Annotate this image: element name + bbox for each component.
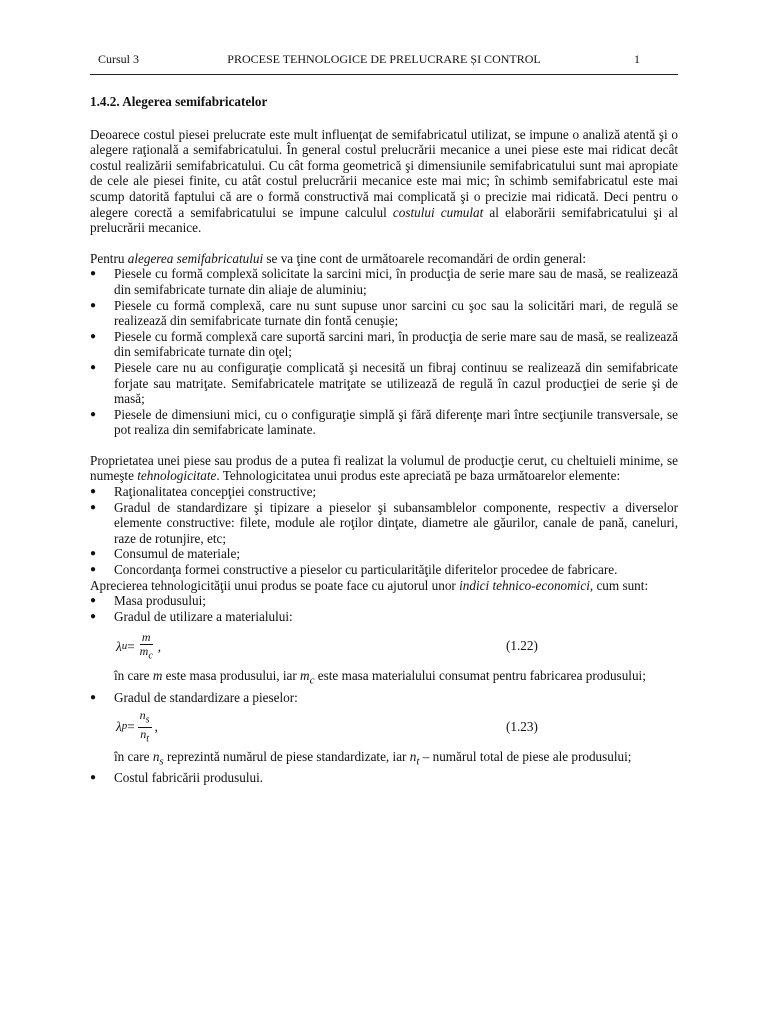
formula: λ p = $\frac{n_s}{n_t}$ ,	[116, 708, 158, 745]
bullet-icon: ●	[90, 486, 97, 498]
bullet-icon: ●	[90, 268, 97, 280]
paragraph-tehnologicitate: Proprietatea unei piese sau produs de a putea fi realizat la volumul de producţie cerut, cu cheltuieli minime, se numeşte tehnologicitate. Tehnologicitatea unui produs este apreciată pe baza următoarelor elemente:	[90, 452, 678, 484]
course-label: Cursul 3	[98, 52, 140, 66]
emphasis-indici: indici tehnico-economici	[459, 577, 590, 593]
bullet-icon: ●	[90, 501, 97, 513]
list-item: ● Consumul de materiale;	[90, 546, 240, 562]
paragraph-semifabricate-cost: Deoarece costul piesei prelucrate este mult influenţat de semifabricatul utilizat, se impune o analiză atentă şi o alegere raţională a semifabricatului. În general costul prelucrării mecanice a unei piese este mai ridicat decât costul realizării semifabricatului. Cu cât forma geometrică şi dimensiunile semifabricatului sunt mai apropiate de cele ale piesei finite, cu atât costul prelucrării mecanice este mai mic; în schimb semifabricatul este mai scump datorită faptului că are o formă constructivă mai complicată şi o precizie mai ridicată. Deci pentru o alegere corectă a semifabricatului se impune calculul costului cumulat al elaborării semifabricatului şi al prelucrării mecanice.	[90, 126, 678, 236]
list-item: ● Costul fabricării produsului.	[90, 770, 264, 786]
bullet-icon: ●	[90, 564, 97, 576]
bullet-icon: ●	[90, 772, 97, 784]
tehnologicitate-elements-list	[90, 484, 678, 578]
paragraph-indici: Aprecierea tehnologicităţii unui produs se poate face cu ajutorul unor indici tehnico-economici, cum sunt:	[90, 577, 649, 593]
bullet-icon: ●	[90, 299, 97, 311]
section-title: 1.4.2. Alegerea semifabricatelor	[90, 94, 268, 109]
bullet-icon: ●	[90, 330, 97, 342]
list-item: ● Gradul de utilizare a materialului:	[90, 608, 293, 624]
emphasis-cost-cumulat: costului cumulat	[392, 204, 484, 220]
emphasis-tehnologicitate: tehnologicitate	[137, 468, 217, 484]
emphasis-alegerea: alegerea semifabricatului	[127, 250, 264, 266]
equation-1-22	[90, 628, 678, 664]
indici-list-continued	[90, 690, 678, 706]
document-body	[90, 94, 678, 786]
fraction: $\frac{n_s}{n_t}$	[139, 708, 150, 745]
equation-number: (1.22)	[506, 638, 538, 654]
indici-list-end	[90, 770, 678, 786]
list-item: ● Gradul de standardizare a pieselor:	[90, 689, 298, 705]
list-item: ● Concordanţa formei constructive a pieselor cu particularităţile diferitelor procedee de fabricare.	[90, 562, 618, 578]
page-number: 1	[634, 52, 640, 66]
equation-1-22-explanation: în care m este masa produsului, iar $m_c$ este masa materialului consumat pentru fabricarea produsului;	[114, 668, 646, 688]
equation-1-23-explanation: în care $n_s$ reprezintă numărul de piese standardizate, iar $n_t$ – numărul total de piese ale produsului;	[114, 749, 632, 768]
fraction: $\frac{m}{m_c}$	[139, 629, 153, 662]
bullet-icon: ●	[90, 691, 97, 703]
page-header	[90, 52, 678, 75]
equation-number: (1.23)	[506, 719, 538, 735]
list-item: ● Piesele cu formă complexă care suportă sarcini mari, în producţia de serie mare sau de masă, se realizează din semifabricate turnate din oţel;	[90, 328, 678, 360]
list-item: ● Raţionalitatea concepţiei constructive;	[90, 484, 317, 500]
list-item: ● Gradul de standardizare şi tipizare a pieselor şi subansamblelor componente, respectiv a diverselor elemente constructive: filete, module ale roţilor dinţate, diametre ale găurilor, canale de pană, caneluri, raze de rotunjire, etc;	[90, 499, 678, 546]
paragraph-recommendations-intro: Pentru alegerea semifabricatului se va ţine cont de următoarele recomandări de ordin general:	[90, 250, 587, 266]
formula: λ u = $\frac{m}{m_c}$ ,	[116, 629, 162, 662]
list-item: ● Piesele cu formă complexă solicitate la sarcini mici, în producţia de serie mare sau de masă, se realizează din semifabricate turnate din aliaje de aluminiu;	[90, 266, 678, 297]
bullet-icon: ●	[90, 610, 97, 622]
bullet-icon: ●	[90, 408, 97, 420]
list-item: ● Piesele care nu au configuraţie complicată şi necesită un fibraj continuu se realizează din semifabricate forjate sau matriţate. Semifabricatele matriţate se utilizează de regulă în cazul producţiei de serie şi de masă;	[90, 359, 678, 407]
list-item: ● Piesele cu formă complexă, care nu sunt supuse unor sarcini cu şoc sau la solicitări mari, de regulă se realizează din semifabricate turnate din fontă cenuşie;	[90, 297, 678, 329]
recommendations-list	[90, 266, 678, 438]
list-item: ● Masa produsului;	[90, 593, 206, 609]
indici-list	[90, 593, 678, 624]
equation-1-23	[90, 709, 678, 745]
bullet-icon: ●	[90, 548, 97, 560]
bullet-icon: ●	[90, 361, 97, 373]
bullet-icon: ●	[90, 595, 97, 607]
header-title: PROCESE TEHNOLOGICE DE PRELUCRARE ȘI CONTROL	[227, 52, 541, 66]
list-item: ● Piesele de dimensiuni mici, cu o configuraţie simplă şi fără diferenţe mari între secţiunile transversale, se pot realiza din semifabricate laminate.	[90, 406, 678, 438]
